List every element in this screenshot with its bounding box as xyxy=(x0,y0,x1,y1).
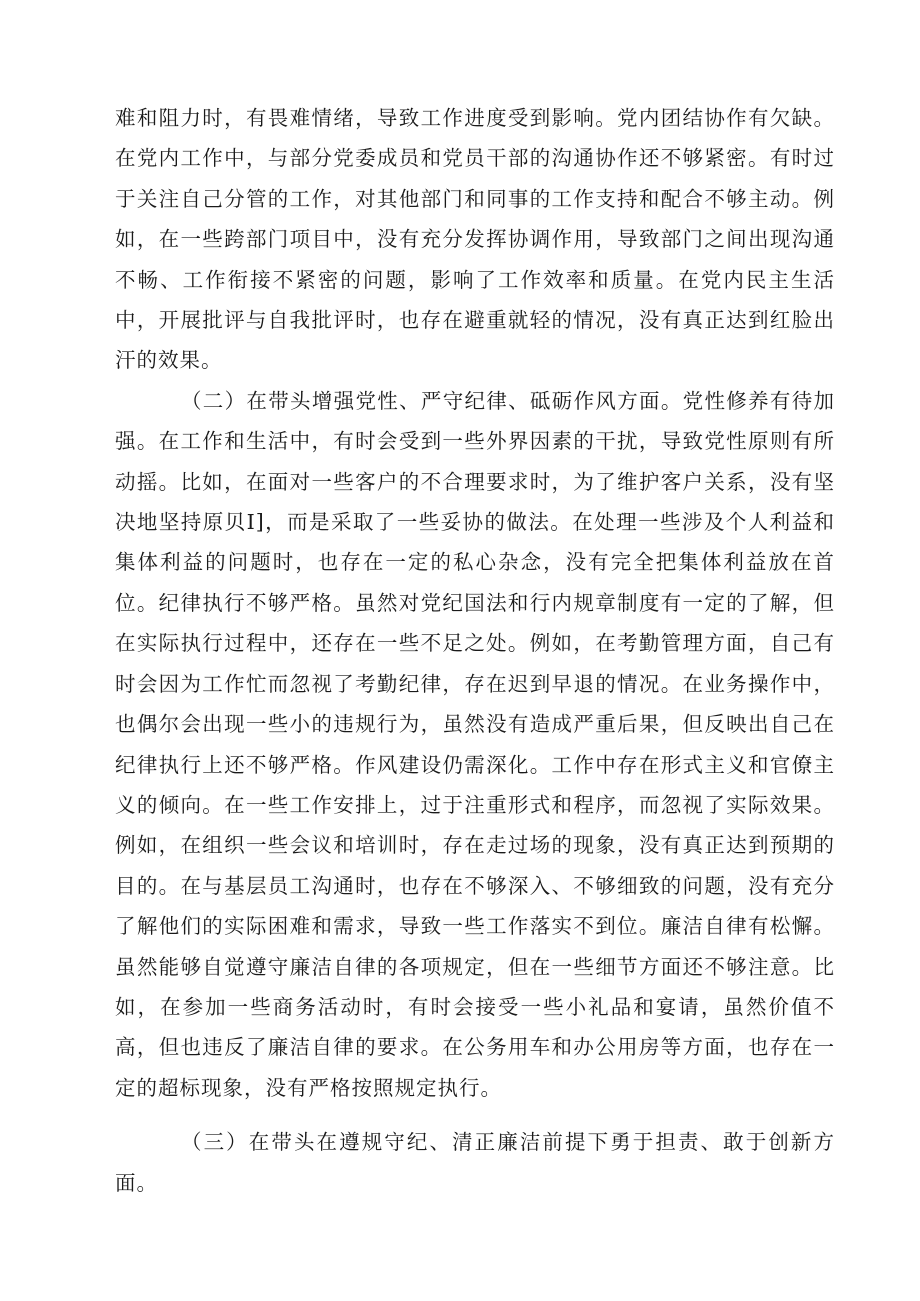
paragraph-section-two: （二）在带头增强党性、严守纪律、砥砺作风方面。党性修养有待加强。在工作和生活中，有时会受到一些外界因素的干扰，导致党性原则有所动摇。比如，在面对一些客户的不合理要求时，为了维护客户关系，没有坚决地坚持原贝I]，而是采取了一些妥协的做法。在处理一些涉及个人利益和集体利益的问题时，也存在一定的私心杂念，没有完全把集体利益放在首位。纪律执行不够严格。虽然对党纪国法和行内规章制度有一定的了解，但在实际执行过程中，还存在一些不足之处。例如，在考勤管理方面，自己有时会因为工作忙而忽视了考勤纪律，存在迟到早退的情况。在业务操作中，也偶尔会出现一些小的违规行为，虽然没有造成严重后果，但反映出自己在纪律执行上还不够严格。作风建设仍需深化。工作中存在形式主义和官僚主义的倾向。在一些工作安排上，过于注重形式和程序，而忽视了实际效果。例如，在组织一些会议和培训时，存在走过场的现象，没有真正达到预期的目的。在与基层员工沟通时，也存在不够深入、不够细致的问题，没有充分了解他们的实际困难和需求，导致一些工作落实不到位。廉洁自律有松懈。虽然能够自觉遵守廉洁自律的各项规定，但在一些细节方面还不够注意。比如，在参加一些商务活动时，有时会接受一些小礼品和宴请，虽然价值不高，但也违反了廉洁自律的要求。在公务用车和办公用房等方面，也存在一定的超标现象，没有严格按照规定执行。 xyxy=(115,388,835,1100)
paragraph-section-three-heading: （三）在带头在遵规守纪、清正廉洁前提下勇于担责、敢于创新方面。 xyxy=(115,1130,835,1195)
document-body xyxy=(115,98,835,1203)
paragraph-continuation: 难和阻力时，有畏难情绪，导致工作进度受到影响。党内团结协作有欠缺。在党内工作中，与部分党委成员和党员干部的沟通协作还不够紧密。有时过于关注自己分管的工作，对其他部门和同事的工作支持和配合不够主动。例如，在一些跨部门项目中，没有充分发挥协调作用，导致部门之间出现沟通不畅、工作衔接不紧密的问题，影响了工作效率和质量。在党内民主生活中，开展批评与自我批评时，也存在避重就轻的情况，没有真正达到红脸出汗的效果。 xyxy=(115,106,835,373)
